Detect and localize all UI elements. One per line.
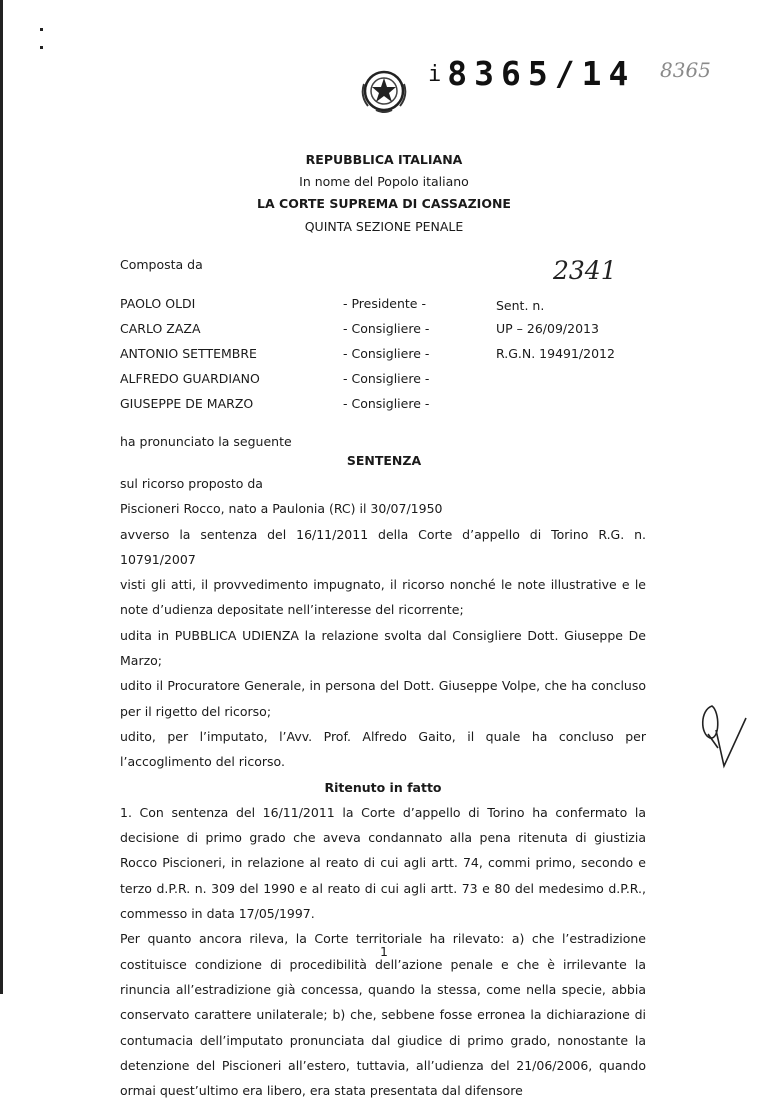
judge-role: - Consigliere - bbox=[343, 371, 430, 386]
section-heading: QUINTA SEZIONE PENALE bbox=[304, 219, 464, 234]
facts-paragraph: Per quanto ancora rileva, la Corte territoriale ha rilevato: a) che l’estradizione costituisce condizione di procedibilità dell’azione penale e che è irrilevante la rinuncia all’estradizione già concessa, quando la stessa, come nella specie, abbia conservato carattere unilaterale; b) che, sebbene fosse erronea la dichiarazione di contumacia dell’imputato pronunciata dal giudice di primo grado, nonostante la detenzione del Piscioneri all’estero, tuttavia, all’udienza del 21/06/2006, quando ormai quest’ultimo era libero, era stata presentata dal difensore bbox=[120, 931, 646, 1099]
stamped-prefix: i bbox=[428, 62, 442, 87]
intro-line: udito il Procuratore Generale, in persona del Dott. Giuseppe Volpe, che ha concluso per il rigetto del ricorso; bbox=[120, 678, 646, 719]
composition-label: Composta da bbox=[120, 257, 203, 272]
facts-paragraph: 1. Con sentenza del 16/11/2011 la Corte d’appello di Torino ha confermato la decisione di primo grado che aveva condannato alla pena ritenuta di giustizia Rocco Piscioneri, in relazione al reato di cui agli artt. 74, commi primo, secondo e terzo d.P.R. n. 309 del 1990 e al reato di cui agli artt. 73 e 80 del medesimo d.P.R., commesso in data 17/05/1997. bbox=[120, 804, 646, 922]
judge-name: CARLO ZAZA bbox=[120, 321, 201, 336]
judge-role: - Consigliere - bbox=[343, 346, 430, 361]
sentence-number-label: Sent. n. bbox=[496, 298, 545, 313]
sentence-heading: SENTENZA bbox=[346, 453, 422, 468]
court-heading: LA CORTE SUPREMA DI CASSAZIONE bbox=[257, 196, 511, 211]
page-number: 1 bbox=[380, 944, 388, 959]
handwritten-sentence-number: 2341 bbox=[553, 256, 617, 285]
republic-heading: REPUBBLICA ITALIANA bbox=[305, 152, 463, 167]
stamped-number: 8365/14 bbox=[447, 54, 636, 93]
document-body bbox=[120, 471, 646, 1103]
facts-heading: Ritenuto in fatto bbox=[324, 779, 442, 795]
scan-speck bbox=[40, 46, 43, 49]
pronounced-line: ha pronunciato la seguente bbox=[120, 434, 292, 449]
judge-name: GIUSEPPE DE MARZO bbox=[120, 396, 254, 411]
intro-line: udito, per l’imputato, l’Avv. Prof. Alfredo Gaito, il quale ha concluso per l’accoglimento del ricorso. bbox=[120, 728, 646, 770]
handwritten-sheet-number: 8365 bbox=[660, 58, 711, 82]
judge-name: ALFREDO GUARDIANO bbox=[120, 371, 260, 386]
judge-name: ANTONIO SETTEMBRE bbox=[120, 346, 257, 361]
judge-role: - Consigliere - bbox=[343, 321, 430, 336]
page-binding-edge bbox=[0, 0, 3, 994]
register-number: R.G.N. 19491/2012 bbox=[496, 346, 615, 361]
hearing-type-date: UP – 26/09/2013 bbox=[496, 321, 599, 336]
scan-speck bbox=[40, 28, 43, 31]
intro-line: avverso la sentenza del 16/11/2011 della Corte d’appello di Torino R.G. n. 10791/2007 bbox=[120, 526, 646, 567]
intro-line: visti gli atti, il provvedimento impugnato, il ricorso nonché le note illustrative e le note d’udienza depositate nell’interesse del ricorrente; bbox=[120, 577, 646, 618]
judge-role: - Presidente - bbox=[343, 296, 426, 311]
judge-name: PAOLO OLDI bbox=[120, 296, 196, 311]
intro-line: udita in PUBBLICA UDIENZA la relazione svolta dal Consigliere Dott. Giuseppe De Marzo; bbox=[120, 627, 646, 669]
intro-line: sul ricorso proposto da bbox=[120, 476, 263, 491]
stamped-sheet-number bbox=[428, 54, 635, 93]
intro-line: Piscioneri Rocco, nato a Paulonia (RC) il 30/07/1950 bbox=[120, 501, 443, 517]
in-name-line: In nome del Popolo italiano bbox=[299, 174, 469, 189]
republic-emblem-icon bbox=[358, 66, 410, 114]
judge-role: - Consigliere - bbox=[343, 396, 430, 411]
handwritten-initials-icon bbox=[698, 700, 750, 770]
